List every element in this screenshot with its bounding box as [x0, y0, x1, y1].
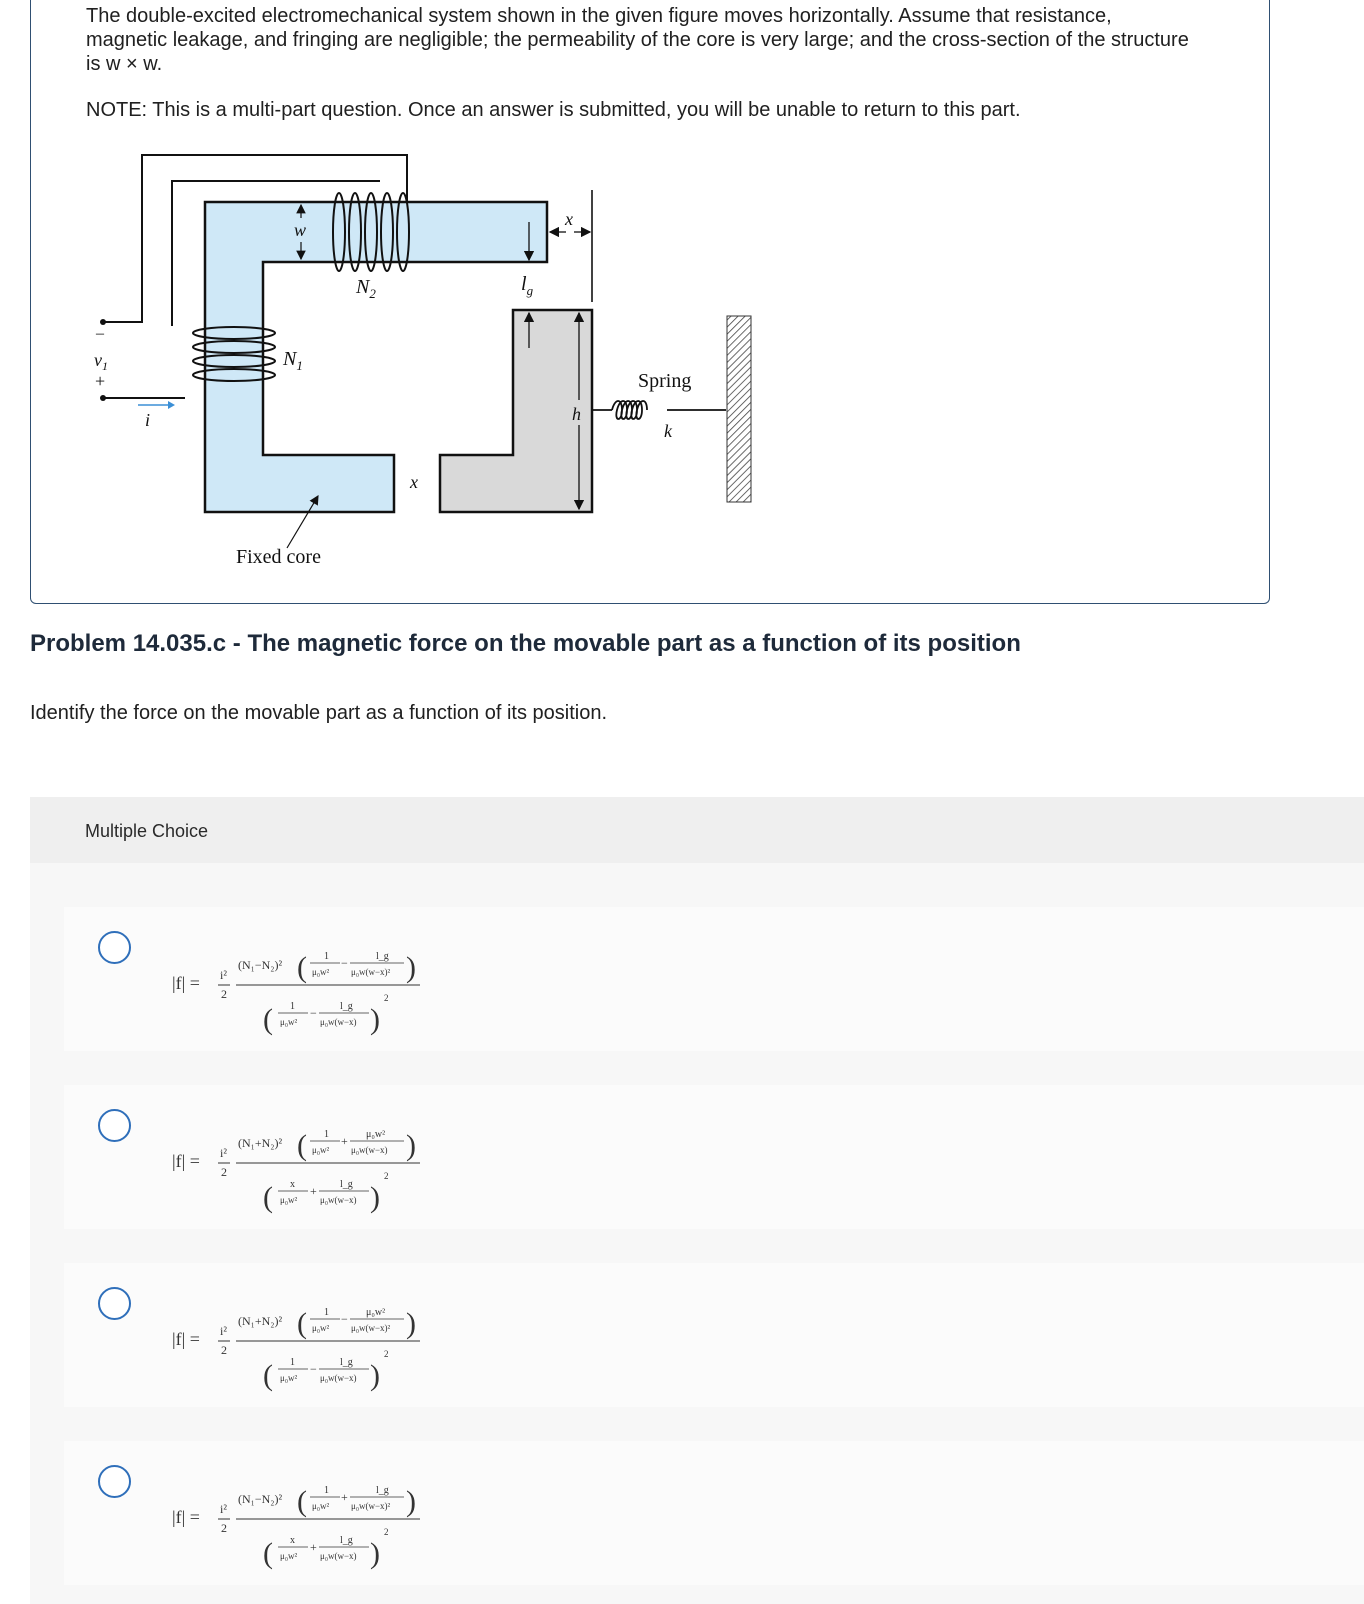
svg-text:μ₀w(w−x)²: μ₀w(w−x)²	[351, 1501, 391, 1511]
svg-text:x: x	[290, 1535, 295, 1546]
svg-text:−: −	[341, 956, 348, 970]
svg-text:(: (	[297, 951, 307, 984]
svg-text:1: 1	[290, 1001, 295, 1012]
label-minus: –	[96, 325, 104, 342]
svg-text:μ₀w²: μ₀w²	[280, 1373, 298, 1383]
svg-text:): )	[370, 1537, 380, 1570]
choice-3[interactable]	[64, 1263, 1364, 1407]
svg-text:+: +	[341, 1134, 348, 1148]
svg-text:|f| =: |f| =	[172, 1151, 200, 1171]
choice-1[interactable]	[64, 907, 1364, 1051]
svg-text:(N₁−N₂)²: (N₁−N₂)²	[238, 1492, 283, 1506]
svg-text:+: +	[310, 1540, 317, 1554]
question-note: NOTE: This is a multi-part question. Once an answer is submitted, you will be unable to return to this part.	[86, 99, 1021, 121]
label-lg: l	[521, 273, 527, 295]
question-intro: The double-excited electromechanical system shown in the given figure moves horizontally. Assume that resistance, magnetic leakage, and fringing are negligible; the permeability of the core is very large; and the cross-section of the structure is w × w.	[86, 5, 1189, 75]
svg-text:(: (	[263, 1003, 273, 1036]
label-spring: Spring	[638, 370, 692, 392]
svg-text:(N₁+N₂)²: (N₁+N₂)²	[238, 1314, 283, 1328]
svg-text:1: 1	[324, 1129, 329, 1140]
choice-4[interactable]	[64, 1441, 1364, 1585]
svg-text:μ₀w²: μ₀w²	[312, 967, 330, 977]
svg-text:(: (	[263, 1181, 273, 1214]
label-w: w	[294, 220, 307, 240]
svg-text:(N₁+N₂)²: (N₁+N₂)²	[238, 1136, 283, 1150]
radio-button[interactable]	[98, 1287, 131, 1320]
svg-text:−: −	[341, 1312, 348, 1326]
formula	[164, 935, 444, 1045]
svg-text:2: 2	[221, 1165, 227, 1179]
svg-text:N1: $N_1$	[283, 348, 303, 373]
svg-text:2: 2	[384, 1527, 389, 1537]
svg-text:l_g: l_g	[340, 1535, 353, 1546]
label-x-top: x	[565, 209, 573, 229]
svg-text:1: 1	[324, 1307, 329, 1318]
svg-text:i²: i²	[220, 1324, 227, 1338]
choice-2[interactable]	[64, 1085, 1364, 1229]
svg-text:μ₀w(w−x): μ₀w(w−x)	[320, 1551, 357, 1561]
svg-text:μ₀w(w−x)²: μ₀w(w−x)²	[351, 1323, 391, 1333]
svg-text:): )	[406, 951, 416, 984]
svg-text:μ₀w(w−x): μ₀w(w−x)	[351, 1145, 388, 1155]
problem-prompt: Identify the force on the movable part as a function of its position.	[30, 702, 608, 724]
electromechanical-figure	[80, 140, 780, 580]
svg-text:+: +	[341, 1490, 348, 1504]
svg-text:): )	[370, 1181, 380, 1214]
svg-text:l_g: l_g	[340, 1179, 353, 1190]
svg-text:|f| =: |f| =	[172, 1507, 200, 1527]
svg-text:+: +	[310, 1184, 317, 1198]
svg-text:2: 2	[384, 1349, 389, 1359]
svg-text:1: 1	[324, 951, 329, 962]
svg-text:μ₀w²: μ₀w²	[312, 1145, 330, 1155]
svg-text:2: 2	[221, 1343, 227, 1357]
svg-text:μ₀w(w−x): μ₀w(w−x)	[320, 1017, 357, 1027]
problem-title: Problem 14.035.c - The magnetic force on the movable part as a function of its position	[30, 630, 1021, 657]
label-v1: v	[94, 350, 102, 370]
formula	[164, 1113, 444, 1223]
radio-button[interactable]	[98, 1109, 131, 1142]
svg-text:1: 1	[290, 1357, 295, 1368]
label-i: i	[145, 410, 151, 430]
label-h: h	[572, 404, 581, 424]
svg-text:1: 1	[324, 1485, 329, 1496]
svg-text:(: (	[297, 1485, 307, 1518]
svg-text:): )	[406, 1485, 416, 1518]
svg-text:−: −	[310, 1362, 317, 1376]
radio-button[interactable]	[98, 1465, 131, 1498]
svg-text:2: 2	[384, 1171, 389, 1181]
svg-text:μ₀w²: μ₀w²	[280, 1551, 298, 1561]
label-n1: N	[283, 348, 297, 370]
svg-text:(: (	[297, 1129, 307, 1162]
svg-text:μ₀w²: μ₀w²	[280, 1195, 298, 1205]
svg-text:(: (	[263, 1537, 273, 1570]
svg-text:μ₀w²: μ₀w²	[312, 1501, 330, 1511]
svg-text:l_g: l_g	[376, 951, 389, 962]
svg-text:l_g: l_g	[376, 1485, 389, 1496]
radio-button[interactable]	[98, 931, 131, 964]
svg-text:l_g: l_g	[340, 1357, 353, 1368]
svg-text:): )	[406, 1307, 416, 1340]
svg-text:−: −	[310, 1006, 317, 1020]
svg-text:2: 2	[221, 987, 227, 1001]
svg-text:|f| =: |f| =	[172, 973, 200, 993]
svg-text:μ₀w(w−x): μ₀w(w−x)	[320, 1195, 357, 1205]
svg-text:μ₀w²: μ₀w²	[280, 1017, 298, 1027]
svg-text:l_g: l_g	[340, 1001, 353, 1012]
svg-text:2: 2	[384, 993, 389, 1003]
svg-text:(N₁−N₂)²: (N₁−N₂)²	[238, 958, 283, 972]
label-x-mid: x	[410, 472, 418, 492]
svg-text:v1: $v_1$	[94, 350, 108, 373]
svg-text:N2: $N_2$	[356, 276, 376, 301]
svg-text:μ₀w(w−x): μ₀w(w−x)	[320, 1373, 357, 1383]
svg-text:lg: $l_g$	[521, 273, 534, 298]
svg-text:μ₀w²: μ₀w²	[366, 1307, 386, 1318]
svg-text:i²: i²	[220, 1502, 227, 1516]
svg-text:(: (	[297, 1307, 307, 1340]
svg-text:): )	[406, 1129, 416, 1162]
label-plus: +	[95, 371, 106, 391]
label-k: k	[664, 421, 672, 441]
svg-text:i²: i²	[220, 1146, 227, 1160]
svg-text:i²: i²	[220, 968, 227, 982]
formula	[164, 1291, 444, 1401]
svg-text:μ₀w(w−x)²: μ₀w(w−x)²	[351, 967, 391, 977]
multiple-choice-body	[30, 863, 1364, 1604]
svg-text:): )	[370, 1003, 380, 1036]
multiple-choice-label: Multiple Choice	[85, 821, 209, 841]
formula	[164, 1469, 444, 1579]
svg-text:2: 2	[221, 1521, 227, 1535]
label-n2: N	[356, 276, 370, 298]
svg-text:μ₀w²: μ₀w²	[366, 1129, 386, 1140]
svg-text:(: (	[263, 1359, 273, 1392]
label-fixed-core: Fixed core	[236, 546, 321, 568]
wall	[727, 316, 751, 502]
svg-text:): )	[370, 1359, 380, 1392]
svg-text:μ₀w²: μ₀w²	[312, 1323, 330, 1333]
multiple-choice-header	[30, 797, 1364, 863]
svg-text:x: x	[290, 1179, 295, 1190]
svg-text:|f| =: |f| =	[172, 1329, 200, 1349]
movable-part-shape	[440, 310, 592, 512]
